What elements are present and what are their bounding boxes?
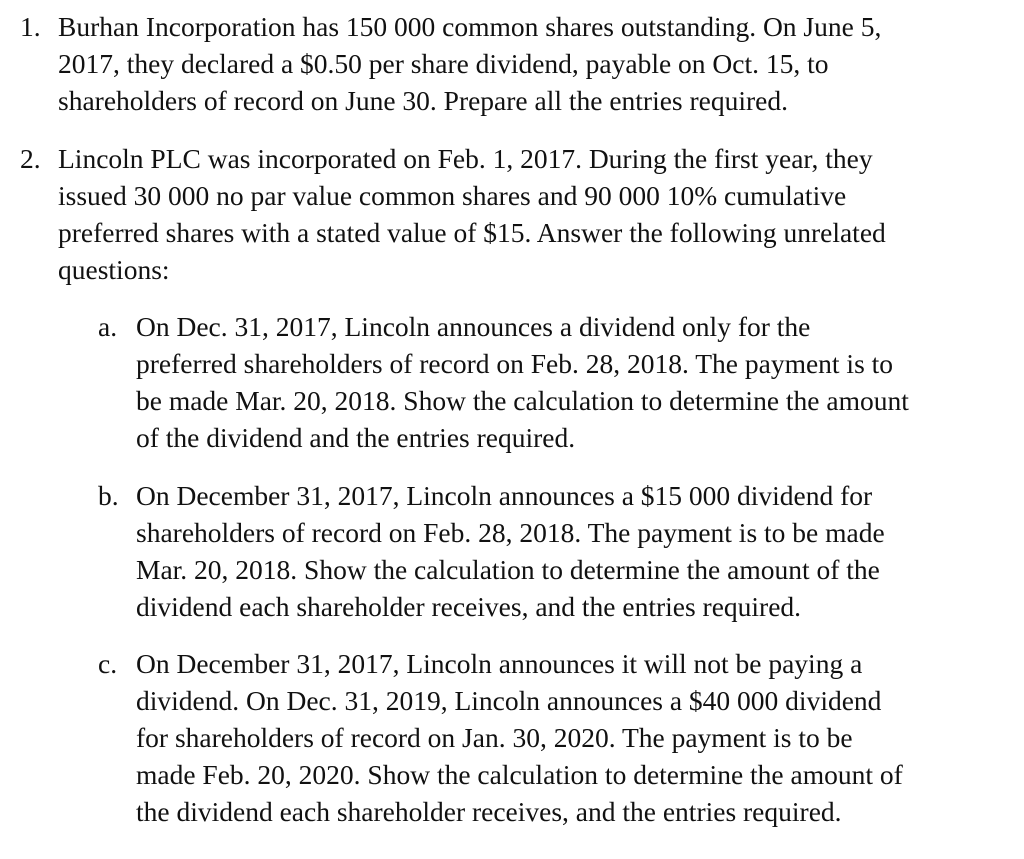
question-1-line-2: 2017, they declared a $0.50 per share dividend, payable on Oct. 15, to	[58, 48, 829, 79]
question-2-line-2: issued 30 000 no par value common shares and 90 000 10% cumulative	[58, 180, 847, 211]
subquestion-c-line-5: the dividend each shareholder receives, and the entries required.	[136, 796, 842, 827]
subquestion-a-line-3: be made Mar. 20, 2018. Show the calculation to determine the amount	[136, 385, 909, 416]
subquestion-a-letter: a.	[98, 311, 118, 342]
question-1-line-1: Burhan Incorporation has 150 000 common shares outstanding. On June 5,	[58, 11, 882, 42]
subquestion-b-line-2: shareholders of record on Feb. 28, 2018. The payment is to be made	[136, 517, 885, 548]
question-2-line-3: preferred shares with a stated value of $15. Answer the following unrelated	[58, 217, 886, 248]
subquestion-b-line-4: dividend each shareholder receives, and the entries required.	[136, 591, 802, 622]
question-2-line-1: Lincoln PLC was incorporated on Feb. 1, 2017. During the first year, they	[58, 143, 873, 174]
question-1-line-3: shareholders of record on June 30. Prepare all the entries required.	[58, 85, 788, 116]
subquestion-a-line-2: preferred shareholders of record on Feb. 28, 2018. The payment is to	[136, 348, 894, 379]
subquestion-a-line-4: of the dividend and the entries required.	[136, 422, 576, 453]
subquestion-b-line-1: On December 31, 2017, Lincoln announces a $15 000 dividend for	[136, 480, 873, 511]
question-2-number: 2.	[20, 143, 41, 174]
subquestion-a-line-1: On Dec. 31, 2017, Lincoln announces a dividend only for the	[136, 311, 811, 342]
question-1-number: 1.	[20, 11, 41, 42]
subquestion-c-line-1: On December 31, 2017, Lincoln announces it will not be paying a	[136, 648, 863, 679]
subquestion-c-line-4: made Feb. 20, 2020. Show the calculation to determine the amount of	[136, 759, 903, 790]
subquestion-b-line-3: Mar. 20, 2018. Show the calculation to determine the amount of the	[136, 554, 880, 585]
subquestion-c-line-2: dividend. On Dec. 31, 2019, Lincoln announces a $40 000 dividend	[136, 685, 882, 716]
subquestion-c-line-3: for shareholders of record on Jan. 30, 2020. The payment is to be	[136, 722, 853, 753]
subquestion-b-letter: b.	[98, 480, 119, 511]
question-2-line-4: questions:	[58, 254, 170, 285]
subquestion-c-letter: c.	[98, 648, 118, 679]
